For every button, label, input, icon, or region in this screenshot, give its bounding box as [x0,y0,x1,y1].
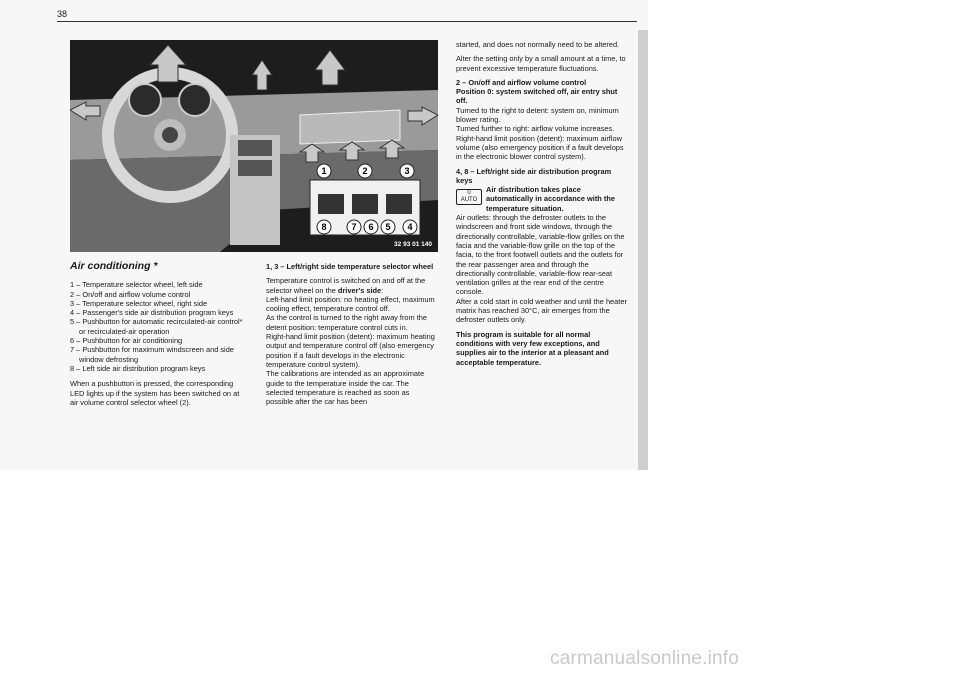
paragraph: Turned further to right: airflow volume increases. [456,124,615,134]
column-1 [70,262,246,412]
callout-label: 8 [321,222,327,232]
column-3 [456,40,628,372]
heading: 2 – On/off and airflow volume control [456,77,587,87]
left-temp-wheel [318,194,344,214]
paragraph: Air outlets: through the defroster outlets to the windscreen and front side windows, through the directionally controllable, variable-flow grilles on the facia and the variable-flow grille on the top of the facia, to the front footwell outlets and the outlets for the rear passenger area and through the directionally controllable, variable-flow rear-seat ventilation grilles at the rear end of the centre console. [456,213,625,297]
paragraph: Turned to the right to detent: system on, minimum blower rating. [456,105,619,125]
paragraph: After a cold start in cold weather and until the heater matrix has reached 30°C, air emerges from the defroster outlets only. [456,296,627,325]
heading: Position 0: system switched off, air entry shut off. [456,87,618,106]
paragraph: As the control is turned to the right away from the detent position: temperature control cuts in. [266,313,428,332]
paragraph: Right-hand limit position (detent): maximum heating output and temperature control off (also emergency position if a fault develops in the electronic temperature control system). [266,332,435,369]
figure-code: 32 93 01 140 [394,241,432,248]
section-title: Air conditioning * [70,260,158,272]
callout-label: 1 [321,166,327,176]
page-edge [638,30,648,470]
legend-item: 2 – On/off and airflow volume control [70,289,191,299]
legend-item: 3 – Temperature selector wheel, right side [70,298,208,308]
legend-item: 5 – Pushbutton for automatic recirculated-air control* or recirculated-air operation [70,317,243,336]
text-run: Temperature control is switched on and off at the selector wheel on the [266,276,426,295]
header-rule [57,21,637,22]
legend-item: 6 – Pushbutton for air conditioning [70,336,183,346]
right-temp-wheel [386,194,412,214]
column-2 [266,262,438,406]
legend-item: 8 – Left side air distribution program keys [70,363,206,373]
airflow-arrow-icon [252,60,272,90]
paragraph: started, and does not normally need to be altered. [456,40,620,49]
manual-page [0,0,648,470]
dashboard-illustration [70,40,438,252]
auto-key-top: 0 [467,190,471,197]
text-run: : [381,285,384,295]
callout-label: 2 [362,166,368,176]
paragraph [266,276,438,295]
callout-label: 7 [351,222,357,232]
glovebox [300,110,400,144]
volume-wheel [352,194,378,214]
dashboard-drawing [70,40,438,252]
paragraph-bold: This program is suitable for all normal conditions with very few exceptions, and supplies air to the interior at a pleasant and acceptable temperature. [456,329,609,367]
control-panel [238,160,272,176]
watermark: carmanualsonline.info [550,648,740,669]
text-run-bold: driver's side [337,285,382,295]
airflow-arrow-icon [315,50,345,85]
auto-key-icon [456,189,482,205]
heading: Air distribution takes place automatically in accordance with the temperature situation. [486,185,615,213]
legend-item: 1 – Temperature selector wheel, left side [70,280,203,290]
paragraph: Right-hand limit position (detent): maximum airflow volume (also emergency position if a fault develops in the electronic blower control system). [456,133,624,162]
auto-key-label: AUTO [460,197,478,204]
radio-unit [238,140,272,156]
page-number: 38 [57,9,68,19]
legend-item: 7 – Pushbutton for maximum windscreen and side window defrosting [70,345,234,364]
legend-item: 4 – Passenger's side air distribution program keys [70,308,234,318]
paragraph: Alter the setting only by a small amount at a time, to prevent excessive temperature fluctuations. [456,54,626,73]
heading: 4, 8 – Left/right side air distribution program keys [456,166,612,185]
paragraph: When a pushbutton is pressed, the corresponding LED lights up if the system has been switched on at air volume control selector wheel (2). [70,379,240,407]
paragraph: The calibrations are intended as an approximate guide to the temperature inside the car. The selected temperature is reached as soon as possible after the car has been [266,369,425,407]
callout-label: 5 [385,222,391,232]
legend-list [70,280,246,373]
speedometer-icon [129,84,161,116]
heading: 1, 3 – Left/right side temperature selector wheel [266,262,434,271]
paragraph: Left-hand limit position: no heating effect, maximum cooling effect, temperature control off. [266,294,435,314]
callout-label: 4 [407,222,413,232]
callout-label: 3 [404,166,410,176]
tachometer-icon [179,84,211,116]
logo-roundel-icon [162,127,178,143]
callout-label: 6 [368,222,374,232]
auto-heading [456,185,628,213]
